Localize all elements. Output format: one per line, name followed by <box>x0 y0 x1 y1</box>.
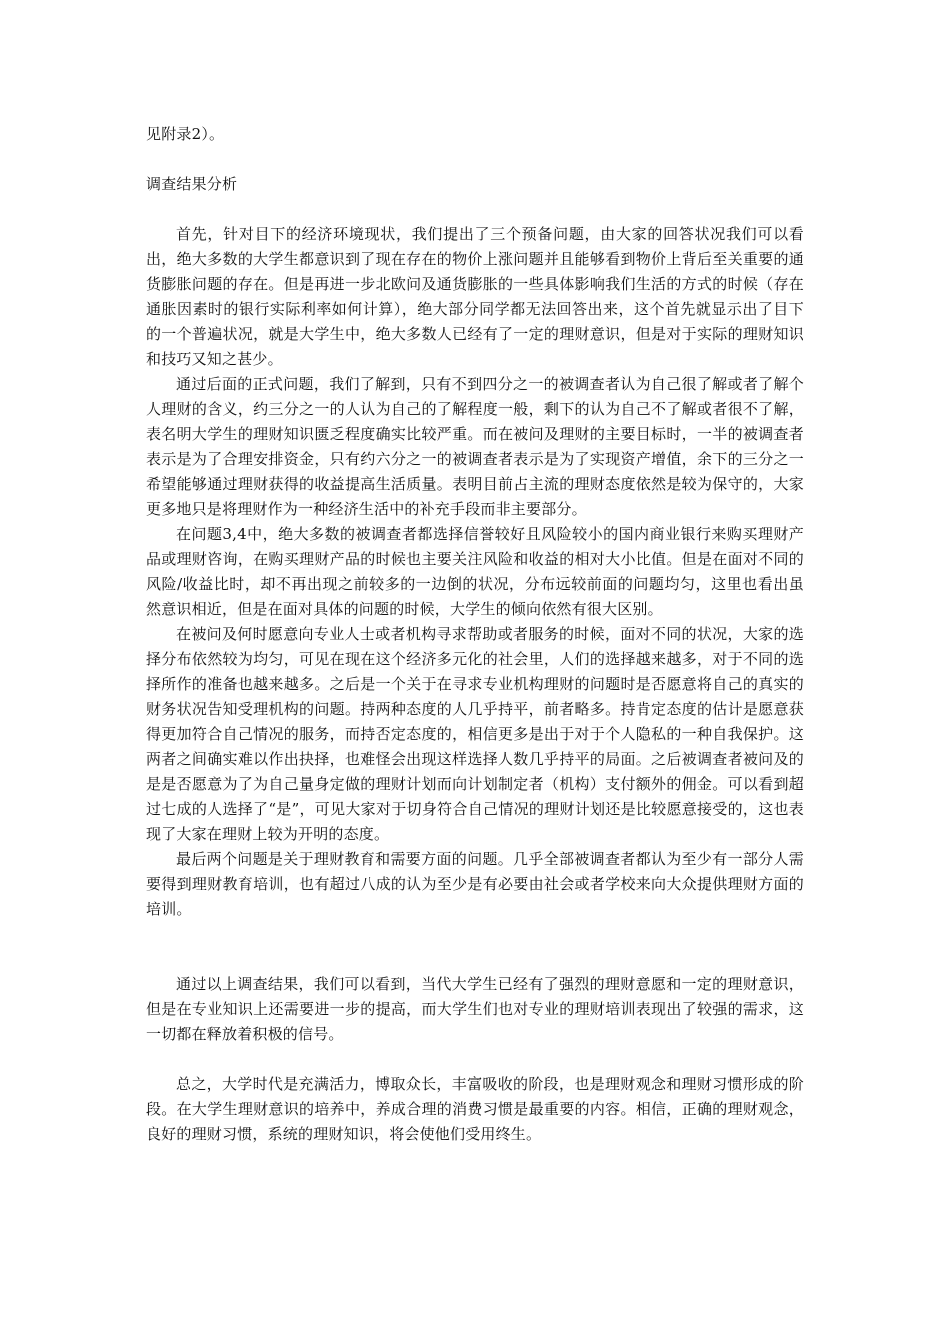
paragraph-summary: 总之，大学时代是充满活力，博取众长，丰富吸收的阶段，也是理财观念和理财习惯形成的阶段。在大学生理财意识的培养中，养成合理的消费习惯是最重要的内容。相信，正确的理财观念，良好的理财习惯，系统的理财知识，将会使他们受用终生。 <box>146 1075 804 1143</box>
paragraph-questions-3-4: 在问题3,4中，绝大多数的被调查者都选择信誉较好且风险较小的国内商业银行来购买理财产品或理财咨询，在购买理财产品的时候也主要关注风险和收益的相对大小比值。但是在面对不同的风险/收益比时，却不再出现之前较多的一边倒的状况，分布远较前面的问题均匀，这里也看出虽然意识相近，但是在面对具体的问题的时候，大学生的倾向依然有很大区别。 <box>146 525 804 618</box>
document-body <box>146 122 804 1147</box>
paragraph-formal-questions: 通过后面的正式问题，我们了解到，只有不到四分之一的被调查者认为自己很了解或者了解个人理财的含义，约三分之一的人认为自己的了解程度一般，剩下的认为自己不了解或者很不了解，表名明大学生的理财知识匮乏程度确实比较严重。而在被问及理财的主要目标时，一半的被调查者表示是为了合理安排资金，只有约六分之一的被调查者表示是为了实现资产增值，余下的三分之一希望能够通过理财获得的收益提高生活质量。表明目前占主流的理财态度依然是较为保守的，大家更多地只是将理财作为一种经济生活中的补充手段而非主要部分。 <box>146 375 804 518</box>
paragraph-conclusion: 通过以上调查结果，我们可以看到，当代大学生已经有了强烈的理财意愿和一定的理财意识，但是在专业知识上还需要进一步的提高，而大学生们也对专业的理财培训表现出了较强的需求，这一切都在释放着积极的信号。 <box>146 975 804 1043</box>
paragraph-financial-education: 最后两个问题是关于理财教育和需要方面的问题。几乎全部被调查者都认为至少有一部分人需要得到理财教育培训，也有超过八成的认为至少是有必要由社会或者学校来向大众提供理财方面的培训。 <box>146 850 804 918</box>
appendix-reference: 见附录2）。 <box>146 125 225 143</box>
paragraph-spacer <box>146 922 804 972</box>
paragraph-professional-services: 在被问及何时愿意向专业人士或者机构寻求帮助或者服务的时候，面对不同的状况，大家的选择分布依然较为均匀，可见在现在这个经济多元化的社会里，人们的选择越来越多，对于不同的选择所作的准备也越来越多。之后是一个关于在寻求专业机构理财的问题时是否愿意将自己的真实的财务状况告知受理机构的问题。持两种态度的人几乎持平，前者略多。持肯定态度的估计是愿意获得更加符合自己情况的服务，而持否定态度的，相信更多是出于对于个人隐私的一种自我保护。这两者之间确实难以作出抉择，也难怪会出现这样选择人数几乎持平的局面。之后被调查者被问及的是是否愿意为了为自己量身定做的理财计划而向计划制定者（机构）支付额外的佣金。可以看到超过七成的人选择了“是”，可见大家对于切身符合自己情况的理财计划还是比较愿意接受的，这也表现了大家在理财上较为开明的态度。 <box>146 625 804 843</box>
section-heading: 调查结果分析 <box>146 175 238 193</box>
paragraph-spacer <box>146 1047 804 1072</box>
paragraph-economic-background: 首先，针对目下的经济环境现状，我们提出了三个预备问题，由大家的回答状况我们可以看出，绝大多数的大学生都意识到了现在存在的物价上涨问题并且能够看到物价上背后至关重要的通货膨胀问题的存在。但是再进一步北欧问及通货膨胀的一些具体影响我们生活的方式的时候（存在通胀因素时的银行实际利率如何计算），绝大部分同学都无法回答出来，这个首先就显示出了目下的一个普遍状况，就是大学生中，绝大多数人已经有了一定的理财意识，但是对于实际的理财知识和技巧又知之甚少。 <box>146 225 804 368</box>
